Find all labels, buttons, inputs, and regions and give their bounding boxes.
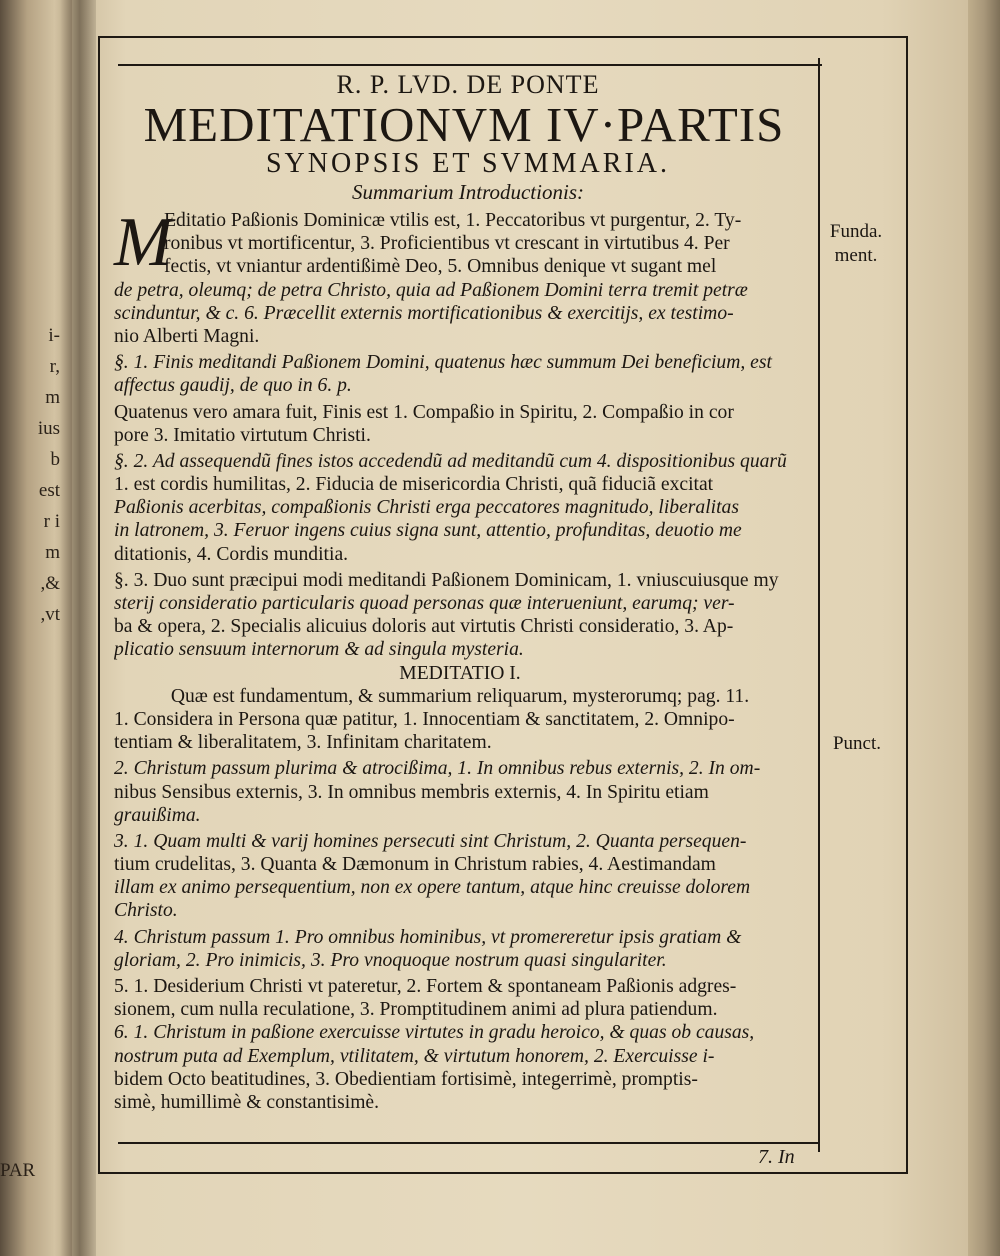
text-line: nostrum puta ad Exemplum, vtilitatem, & virtutum honorem, 2. Exercuisse i- [114, 1045, 715, 1067]
text-line: scinduntur, & c. 6. Præcellit externis mortificationibus & exercitijs, ex testimo- [114, 302, 734, 324]
frame-rule-right [906, 36, 908, 1174]
frame-rule-top [98, 36, 908, 38]
facing-line: ,& [40, 573, 60, 594]
page-stack-edge [968, 0, 1000, 1256]
text-line: ba & opera, 2. Specialis alicuius doloris aut virtutis Christi consideratio, 3. Ap- [114, 616, 734, 638]
text-line: 4. Christum passum 1. Pro omnibus hominibus, vt promereretur ipsis gratiam & [114, 926, 742, 948]
text-line: ronibus vt mortificentur, 3. Proficientibus vt crescant in virtutibus 4. Per [164, 233, 730, 255]
page-subtitle: SYNOPSIS ET SVMMARIA. [265, 148, 670, 179]
text-line: illam ex animo persequentium, non ex opere tantum, atque hinc creuisse dolorem [114, 877, 751, 899]
text-line: affectus gaudij, de quo in 6. p. [114, 375, 352, 397]
text-line: gloriam, 2. Pro inimicis, 3. Pro vnoquoque nostrum quasi singulariter. [114, 949, 667, 971]
text-line: 1. Considera in Persona quæ patitur, 1. Innocentiam & sanctitatem, 2. Omnipo- [114, 708, 735, 730]
text-line: 2. Christum passum plurima & atrocißima, 1. In omnibus rebus externis, 2. In om- [114, 758, 761, 780]
text-line: 6. 1. Christum in paßione exercuisse virtutes in gradu heroico, & quas ob causas, [114, 1022, 755, 1044]
catchword: 7. In [758, 1146, 795, 1168]
text-line: sterij consideratio particularis quoad personas quæ interueniunt, earumq; ver- [114, 593, 735, 614]
text-line: §. 1. Finis meditandi Paßionem Domini, quatenus hæc summum Dei beneficium, est [114, 352, 772, 374]
text-line: sionem, cum nulla reculatione, 3. Promptitudinem animi ad plura patiendum. [114, 999, 718, 1021]
text-line: Quatenus vero amara fuit, Finis est 1. Compaßio in Spiritu, 2. Compaßio in cor [114, 401, 734, 423]
facing-page-catchword: PAR [0, 1160, 36, 1181]
text-line: Paßionis acerbitas, compaßionis Christi erga peccatores magnitudo, liberalitas [114, 497, 739, 519]
text-line: nibus Sensibus externis, 3. In omnibus membris externis, 4. In Spiritu etiam [114, 781, 709, 803]
footer-rule [118, 1142, 820, 1144]
facing-line: r, [49, 356, 60, 377]
text-line: 3. 1. Quam multi & varij homines persecuti sint Christum, 2. Quanta persequen- [114, 830, 747, 852]
text-line: nio Alberti Magni. [114, 325, 260, 347]
facing-line: m [45, 387, 60, 408]
text-line: ditationis, 4. Cordis munditia. [114, 543, 349, 565]
running-head: R. P. LVD. DE PONTE [336, 70, 600, 99]
text-line: Editatio Paßionis Dominicæ vtilis est, 1. Peccatoribus vt purgentur, 2. Ty- [164, 210, 742, 231]
text-line: tium crudelitas, 3. Quanta & Dæmonum in Christum rabies, 4. Aestimandam [114, 854, 716, 876]
margin-note-fundament: Funda. ment. [829, 221, 883, 266]
facing-line: m [45, 542, 60, 563]
body-text [114, 204, 806, 1114]
meditation-heading: MEDITATIO I. [399, 662, 521, 684]
drop-cap: M [114, 204, 173, 281]
book-gutter-shadow [60, 0, 96, 1256]
text-line: Quæ est fundamentum, & summarium reliquarum, mysterorumq; pag. 11. [170, 685, 750, 707]
facing-line: ,vt [40, 604, 60, 625]
frame-rule-left [98, 36, 100, 1174]
facing-page-text [0, 320, 60, 630]
text-line: 5. 1. Desiderium Christi vt pateretur, 2. Fortem & spontaneam Paßionis adgres- [114, 976, 737, 997]
text-line: bidem Octo beatitudines, 3. Obedientiam fortisimè, integerrimè, promptis- [114, 1068, 698, 1090]
facing-line: i- [48, 325, 60, 346]
text-line: §. 3. Duo sunt præcipui modi meditandi Paßionem Dominicam, 1. vniuscuiusque my [114, 569, 779, 591]
header-rule [118, 64, 822, 66]
text-line: pore 3. Imitatio virtutum Christi. [114, 424, 371, 446]
text-line: fectis, vt vniantur ardentißimè Deo, 5. Omnibus denique vt sugant mel [164, 256, 717, 278]
frame-rule-bottom [98, 1172, 908, 1174]
text-line: Christo. [114, 900, 178, 922]
text-line: grauißima. [114, 804, 201, 826]
facing-line: b [50, 449, 60, 470]
text-line: simè, humillimè & constantisimè. [114, 1091, 380, 1113]
page-title: MEDITATIONVM IV·PARTIS [143, 97, 785, 152]
facing-line: ius [37, 418, 60, 439]
section-heading: Summarium Introductionis: [352, 180, 584, 204]
facing-line: est [38, 480, 60, 501]
margin-note-punct: Punct. [832, 733, 882, 754]
text-line: de petra, oleumq; de petra Christo, quia ad Paßionem Domini terra tremit petræ [114, 279, 748, 301]
facing-line: r i [43, 511, 60, 532]
text-line: plicatio sensuum internorum & ad singula mysteria. [114, 639, 524, 661]
text-line: tentiam & liberalitatem, 3. Infinitam charitatem. [114, 732, 492, 754]
text-line: §. 2. Ad assequendũ fines istos accedendũ ad meditandũ cum 4. dispositionibus quarũ [114, 450, 787, 472]
text-line: in latronem, 3. Feruor ingens cuius signa sunt, attentio, profunditas, deuotio me [114, 520, 742, 542]
text-line: 1. est cordis humilitas, 2. Fiducia de misericordia Christi, quã fiduciã excitat [114, 474, 714, 496]
